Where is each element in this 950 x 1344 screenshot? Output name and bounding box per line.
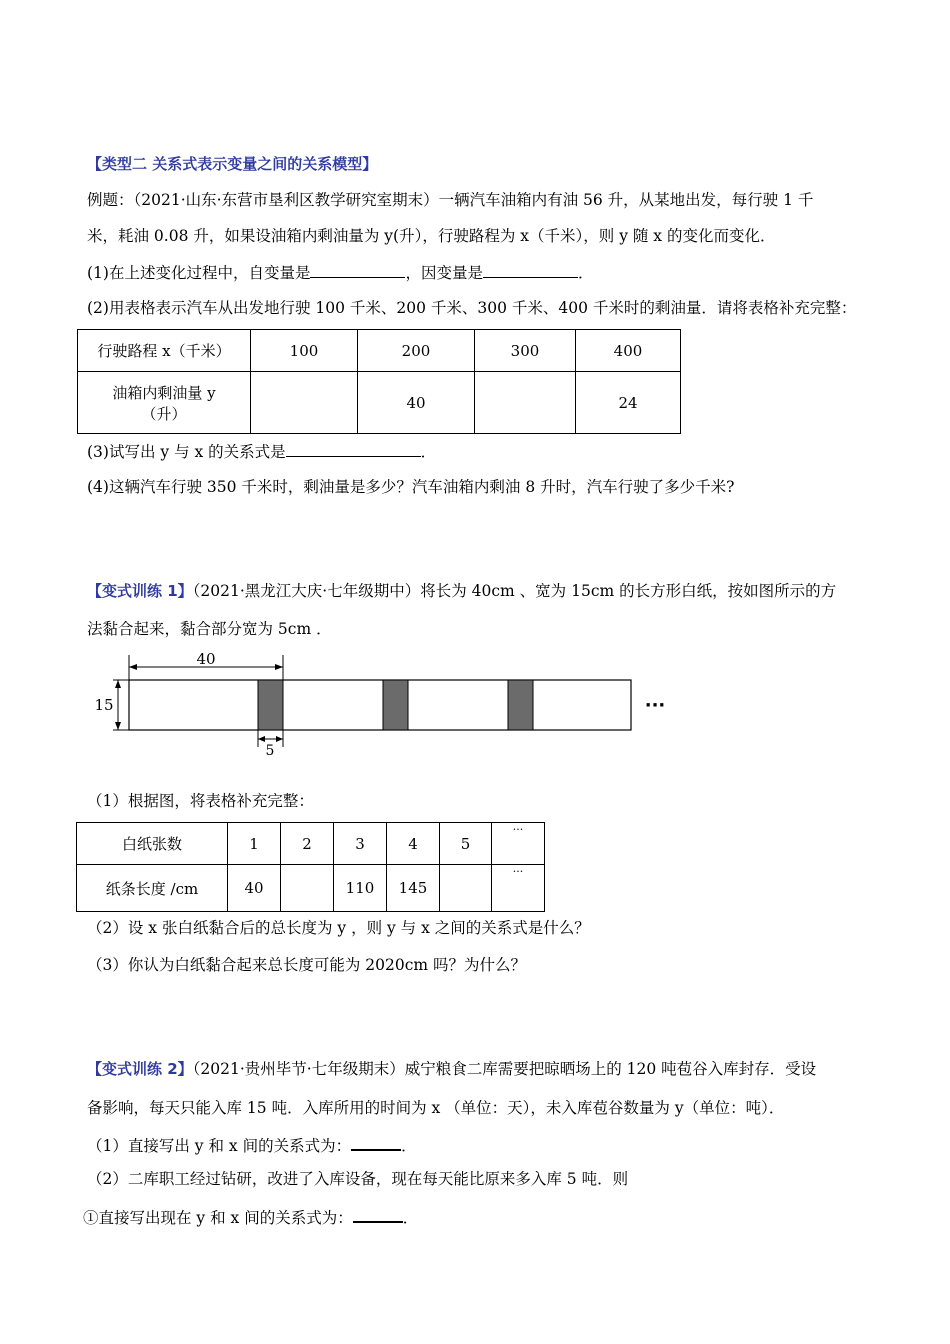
- label-width-15: 15: [94, 696, 114, 714]
- fuel-table-answer-cell[interactable]: [251, 372, 358, 434]
- arrow-left: [258, 736, 265, 742]
- answer-blank-independent[interactable]: [310, 262, 405, 278]
- variant-2-question-2-sub-end: ．: [402, 1209, 419, 1227]
- answer-blank-relation[interactable]: [286, 441, 421, 457]
- variant-1-intro-line-1: [87, 581, 836, 601]
- arrow-left: [129, 664, 137, 670]
- answer-blank-relation-1[interactable]: [351, 1134, 401, 1151]
- paper-table-cell: 5: [440, 823, 492, 865]
- label-overlap-5: 5: [265, 743, 275, 755]
- question-2: (2)用表格表示汽车从出发地行驶 100 千米、200 千米、300 千米、400 千米时的剩油量．请将表格补充完整：: [87, 299, 857, 317]
- paper-table-cell: ···: [492, 823, 545, 865]
- paper-table-header-length: 纸条长度 /cm: [77, 865, 228, 912]
- paper-table-answer-cell[interactable]: [281, 865, 334, 912]
- fuel-table-header-remaining: [78, 372, 251, 434]
- fuel-table-cell: 200: [358, 330, 475, 372]
- paper-table-cell: 145: [387, 865, 440, 912]
- paper-table-cell: 4: [387, 823, 440, 865]
- variant-1-question-1: （1）根据图，将表格补充完整：: [87, 792, 314, 810]
- fuel-table-cell: 300: [475, 330, 576, 372]
- question-3: [87, 441, 436, 462]
- question-3-end: ．: [420, 443, 437, 461]
- answer-blank-dependent[interactable]: [483, 262, 578, 278]
- example-line-2: 米，耗油 0.08 升，如果设油箱内剩油量为 y(升），行驶路程为 x（千米），则 y 随 x 的变化而变化．: [87, 227, 776, 245]
- question-3-text: (3)试写出 y 与 x 的关系式是: [87, 443, 286, 461]
- variant-2-intro-line-1: [87, 1059, 816, 1079]
- fuel-table-cell: 400: [576, 330, 681, 372]
- paper-table-cell: 2: [281, 823, 334, 865]
- question-1-text-a: (1)在上述变化过程中，自变量是: [87, 264, 311, 282]
- arrow-up: [115, 680, 121, 688]
- variant-1-heading: 【变式训练 1】: [87, 582, 193, 600]
- question-1-text-b: ，因变量是: [405, 264, 483, 282]
- overlap-region: [383, 680, 408, 730]
- paper-table-cell: 1: [228, 823, 281, 865]
- variant-2-question-2: （2）二库职工经过钻研，改进了入库设备，现在每天能比原来多入库 5 吨．则: [87, 1170, 629, 1188]
- variant-2-question-1-end: ．: [401, 1137, 417, 1155]
- paper-table-cell: ···: [492, 865, 545, 912]
- fuel-table-cell: 40: [358, 372, 475, 434]
- question-4: (4)这辆汽车行驶 350 千米时，剩油量是多少？汽车油箱内剩油 8 升时，汽车行驶了多少千米?: [87, 478, 735, 496]
- paper-table: [76, 822, 545, 912]
- fuel-table-cell: 100: [251, 330, 358, 372]
- variant-2-question-2-sub-text: ①直接写出现在 y 和 x 间的关系式为：: [83, 1209, 353, 1227]
- variant-2-heading: 【变式训练 2】: [87, 1060, 193, 1078]
- question-1-end: ．: [577, 264, 594, 282]
- fuel-table-cell: 24: [576, 372, 681, 434]
- fuel-table-header-distance: 行驶路程 x（千米）: [78, 330, 251, 372]
- fuel-header-line-b: （升）: [141, 404, 187, 423]
- paper-table-answer-cell[interactable]: [440, 865, 492, 912]
- fuel-header-line-a: 油箱内剩油量 y: [112, 383, 216, 402]
- continuation-dots: ···: [644, 695, 666, 716]
- answer-blank-relation-2[interactable]: [353, 1206, 403, 1223]
- paper-table-cell: 3: [334, 823, 387, 865]
- variant-2-question-1-text: （1）直接写出 y 和 x 间的关系式为：: [87, 1137, 352, 1155]
- arrow-right: [275, 664, 283, 670]
- example-label: 例题：: [87, 191, 134, 209]
- fuel-table: [77, 329, 681, 434]
- variant-2-text-1: （2021·贵州毕节·七年级期末）威宁粮食二库需要把晾晒场上的 120 吨苞谷入库封存．受设: [192, 1060, 817, 1078]
- arrow-right: [276, 736, 283, 742]
- paper-strip-figure: [85, 645, 685, 755]
- overlap-region: [508, 680, 533, 730]
- example-text-1: （2021·山东·东营市垦利区教学研究室期末）一辆汽车油箱内有油 56 升，从某地出发，每行驶 1 千: [133, 191, 814, 209]
- question-1: [87, 262, 594, 283]
- variant-1-text-1: （2021·黑龙江大庆·七年级期中）将长为 40cm 、宽为 15cm 的长方形白纸，按如图所示的方: [192, 582, 837, 600]
- arrow-down: [115, 722, 121, 730]
- variant-1-question-2: （2）设 x 张白纸黏合后的总长度为 y ，则 y 与 x 之间的关系式是什么？: [87, 919, 590, 937]
- example-line-1: [87, 190, 813, 210]
- variant-2-question-1: [87, 1134, 417, 1156]
- variant-2-question-2-sub: [83, 1206, 418, 1228]
- label-length-40: 40: [196, 650, 216, 668]
- overlap-region: [258, 680, 283, 730]
- paper-table-cell: 40: [228, 865, 281, 912]
- paper-table-header-count: 白纸张数: [77, 823, 228, 865]
- paper-table-cell: 110: [334, 865, 387, 912]
- variant-1-intro-line-2: 法黏合起来，黏合部分宽为 5cm ．: [87, 620, 332, 638]
- paper-strip: [129, 680, 631, 730]
- variant-2-intro-line-2: 备影响，每天只能入库 15 吨．入库所用的时间为 x （单位：天），未入库苞谷数量为 y（单位：吨）．: [87, 1099, 785, 1117]
- fuel-table-answer-cell[interactable]: [475, 372, 576, 434]
- section-heading-type2: 【类型二 关系式表示变量之间的关系模型】: [87, 155, 378, 173]
- variant-1-question-3: （3）你认为白纸黏合起来总长度可能为 2020cm 吗？为什么？: [87, 956, 527, 974]
